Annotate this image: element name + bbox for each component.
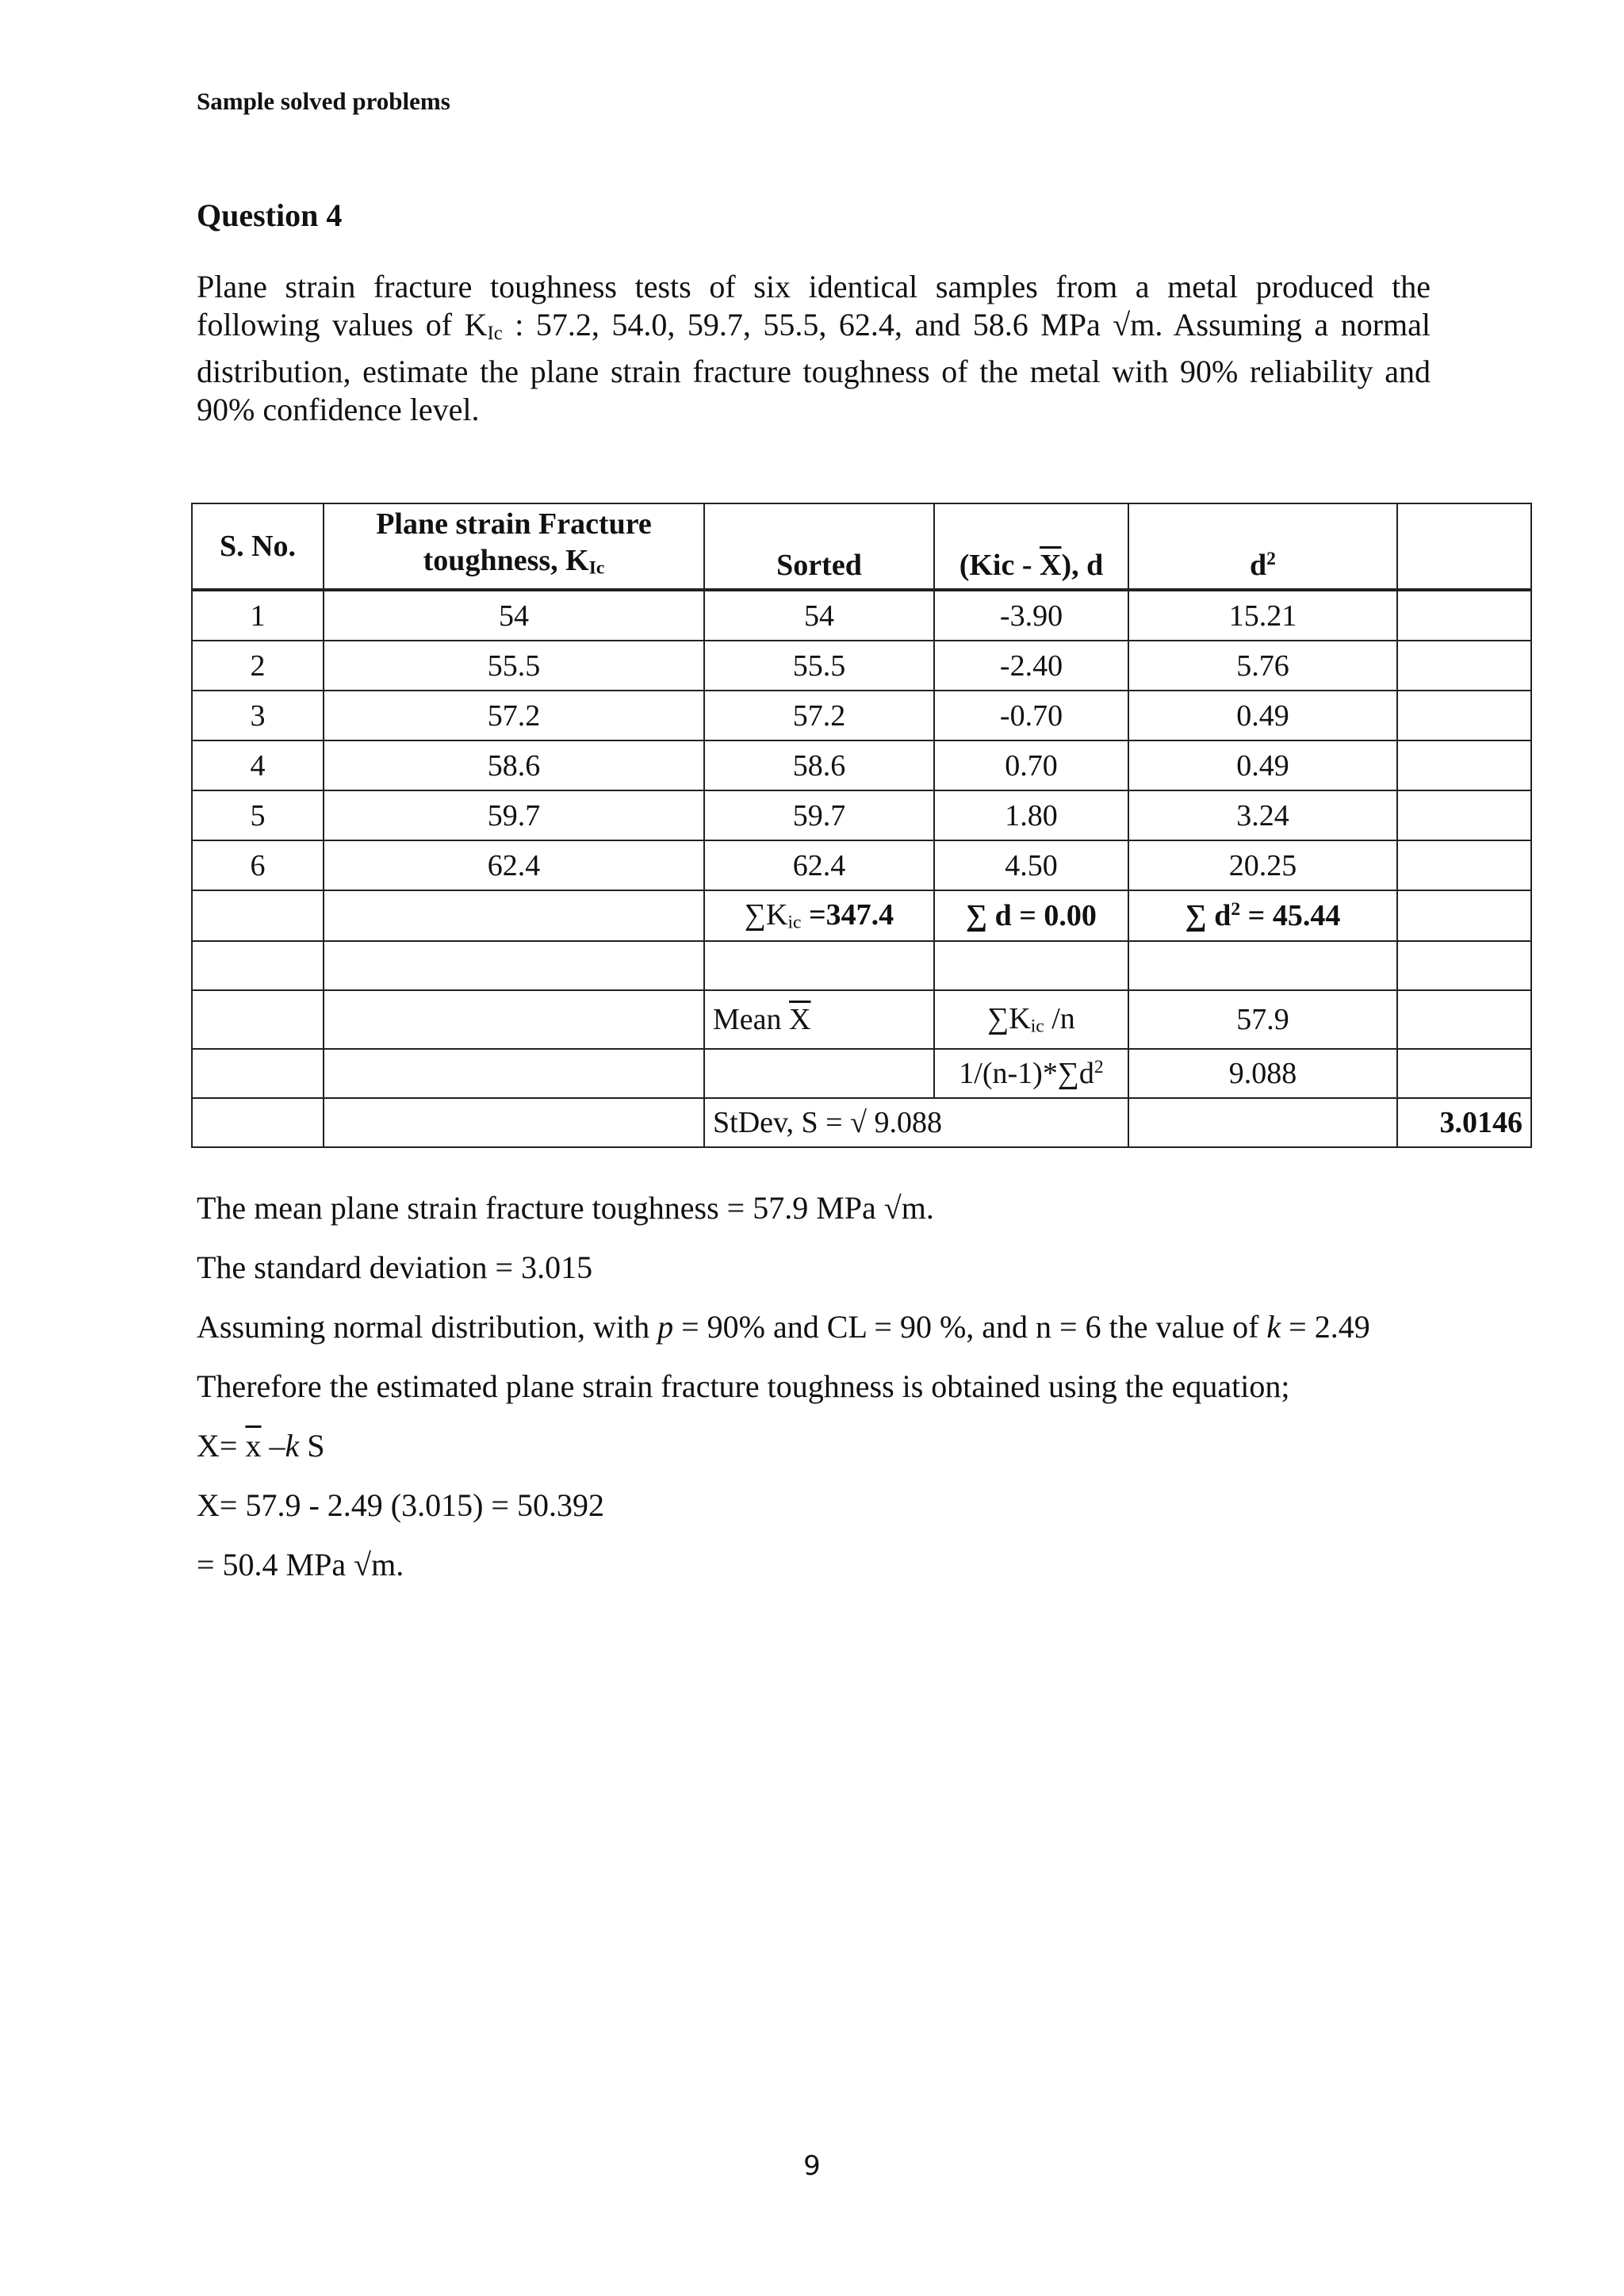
stdev-row [192, 1098, 1531, 1147]
cell-sno: 6 [192, 840, 324, 890]
cell-sno: 3 [192, 691, 324, 740]
blank-row [192, 941, 1531, 990]
cell-d2: 0.49 [1128, 740, 1397, 790]
variance-row [192, 1049, 1531, 1098]
cell-sorted: 55.5 [704, 641, 934, 691]
solution-final-line: = 50.4 MPa √m. [197, 1547, 404, 1582]
cell-empty [1397, 590, 1531, 641]
cell-d2: 20.25 [1128, 840, 1397, 890]
header-dsq-sup: 2 [1266, 549, 1276, 570]
cell-empty [1397, 641, 1531, 691]
cell-d: -2.40 [934, 641, 1128, 691]
problem-text-part2: : 57.2, 54.0, 59.7, 55.5, 62.4, and 58.6 MPa √m. Assuming a normal distribution, estimate the plane strain fracture toughness of the metal with 90% reliability and 90% confidence level. [197, 307, 1431, 427]
equation-k: k [285, 1428, 300, 1464]
mean-formula-sub: ic [1030, 1016, 1044, 1037]
mean-formula-pre: ∑K [987, 1002, 1031, 1036]
cell-d2: 15.21 [1128, 590, 1397, 641]
sum-row [192, 890, 1531, 941]
cell-empty [192, 990, 324, 1049]
solution-text [197, 1189, 1370, 1605]
header-deviation-pre: (Kic - [959, 549, 1040, 582]
header-toughness [324, 503, 704, 590]
calculation-table [191, 503, 1532, 1148]
sum-kic [704, 890, 934, 941]
mean-label-xbar: $\overline{X}$ [789, 1003, 811, 1036]
sum-kic-symbol: ∑K [744, 898, 788, 932]
cell-sno: 2 [192, 641, 324, 691]
variance-formula-sup: 2 [1094, 1057, 1104, 1078]
cell-empty [1397, 990, 1531, 1049]
header-toughness-line2-text: toughness, K [423, 544, 589, 578]
cell-d: 1.80 [934, 790, 1128, 840]
header-deviation-xbar: $\overline{X}$ [1040, 549, 1062, 582]
cell-empty [1128, 1098, 1397, 1147]
sum-d2-pre: ∑ d [1185, 899, 1231, 932]
cell-empty [934, 941, 1128, 990]
cell-toughness: 57.2 [324, 691, 704, 740]
solution-stdev-line: The standard deviation = 3.015 [197, 1249, 593, 1285]
cell-d2: 3.24 [1128, 790, 1397, 840]
solution-therefore-line: Therefore the estimated plane strain fracture toughness is obtained using the equation; [197, 1368, 1290, 1404]
cell-sorted: 62.4 [704, 840, 934, 890]
problem-statement [197, 268, 1431, 429]
header-toughness-line1: Plane strain Fracture [376, 507, 652, 541]
sum-kic-sub: ic [787, 912, 802, 933]
cell-empty [192, 890, 324, 941]
cell-sno: 5 [192, 790, 324, 840]
cell-toughness: 62.4 [324, 840, 704, 890]
cell-d: -3.90 [934, 590, 1128, 641]
variance-value: 9.088 [1128, 1049, 1397, 1098]
question-title: Question 4 [197, 197, 343, 233]
mean-row [192, 990, 1531, 1049]
cell-empty [324, 890, 704, 941]
page-header: Sample solved problems [197, 87, 450, 115]
header-d-squared [1128, 503, 1397, 590]
header-extra [1397, 503, 1531, 590]
sum-d2-sup: 2 [1231, 899, 1241, 920]
problem-text-part1: Plane strain fracture toughness tests of six identical samples from a metal produced the following values of K [197, 269, 1431, 342]
k-line-part2: = 90% and CL = 90 %, and n = 6 the value of [673, 1309, 1267, 1345]
cell-empty [192, 1098, 324, 1147]
table-row [192, 740, 1531, 790]
cell-empty [324, 1049, 704, 1098]
cell-empty [1397, 941, 1531, 990]
solution-mean-line: The mean plane strain fracture toughness = 57.9 MPa √m. [197, 1190, 934, 1226]
cell-d: 4.50 [934, 840, 1128, 890]
cell-empty [1397, 790, 1531, 840]
sum-d2-value: = 45.44 [1240, 899, 1341, 932]
k-line-part3: = 2.49 [1281, 1309, 1370, 1345]
problem-subscript: Ic [487, 322, 503, 344]
table-row [192, 691, 1531, 740]
cell-sorted: 54 [704, 590, 934, 641]
cell-empty [704, 941, 934, 990]
header-sorted: Sorted [704, 503, 934, 590]
page-number: 9 [803, 2150, 821, 2182]
sum-kic-value: =347.4 [801, 898, 894, 932]
cell-sno: 1 [192, 590, 324, 641]
solution-calc-line: X= 57.9 - 2.49 (3.015) = 50.392 [197, 1487, 604, 1523]
table-header-row [192, 503, 1531, 590]
cell-empty [1128, 941, 1397, 990]
mean-value: 57.9 [1128, 990, 1397, 1049]
table-row [192, 641, 1531, 691]
cell-toughness: 54 [324, 590, 704, 641]
cell-d2: 5.76 [1128, 641, 1397, 691]
cell-sorted: 57.2 [704, 691, 934, 740]
variance-formula [934, 1049, 1128, 1098]
equation-minus: – [261, 1428, 285, 1464]
cell-empty [704, 1049, 934, 1098]
cell-d: 0.70 [934, 740, 1128, 790]
cell-toughness: 58.6 [324, 740, 704, 790]
cell-empty [192, 1049, 324, 1098]
stdev-label: StDev, S = √ 9.088 [704, 1098, 1128, 1147]
sum-d: ∑ d = 0.00 [934, 890, 1128, 941]
sum-d2 [1128, 890, 1397, 941]
cell-empty [1397, 890, 1531, 941]
solution-equation [197, 1427, 1370, 1487]
cell-empty [1397, 691, 1531, 740]
mean-label-text: Mean [713, 1003, 790, 1036]
header-deviation-post: ), d [1061, 549, 1104, 582]
cell-sorted: 59.7 [704, 790, 934, 840]
header-toughness-line2 [332, 542, 695, 587]
k-line-p: p [657, 1309, 674, 1345]
cell-empty [1397, 740, 1531, 790]
cell-sorted: 58.6 [704, 740, 934, 790]
header-dsq-base: d [1250, 549, 1267, 582]
cell-empty [324, 941, 704, 990]
equation-pre: X= [197, 1428, 246, 1464]
header-deviation [934, 503, 1128, 590]
cell-d2: 0.49 [1128, 691, 1397, 740]
solution-k-line [197, 1308, 1370, 1368]
cell-empty [324, 990, 704, 1049]
k-line-k: k [1266, 1309, 1281, 1345]
cell-empty [1397, 840, 1531, 890]
mean-label [704, 990, 934, 1049]
cell-empty [192, 941, 324, 990]
table-row [192, 790, 1531, 840]
cell-empty [1397, 1049, 1531, 1098]
mean-formula-post: /n [1044, 1002, 1075, 1036]
stdev-value: 3.0146 [1397, 1098, 1531, 1147]
cell-d: -0.70 [934, 691, 1128, 740]
mean-formula [934, 990, 1128, 1049]
equation-post: S [299, 1428, 325, 1464]
header-sno: S. No. [192, 503, 324, 590]
cell-sno: 4 [192, 740, 324, 790]
table-row [192, 840, 1531, 890]
cell-toughness: 59.7 [324, 790, 704, 840]
equation-xbar: $\overline{x}$ [245, 1428, 262, 1464]
k-line-part1: Assuming normal distribution, with [197, 1309, 658, 1345]
cell-toughness: 55.5 [324, 641, 704, 691]
cell-empty [324, 1098, 704, 1147]
table-row [192, 590, 1531, 641]
variance-formula-pre: 1/(n-1)*∑d [959, 1057, 1094, 1090]
header-toughness-sub: Ic [588, 557, 605, 579]
